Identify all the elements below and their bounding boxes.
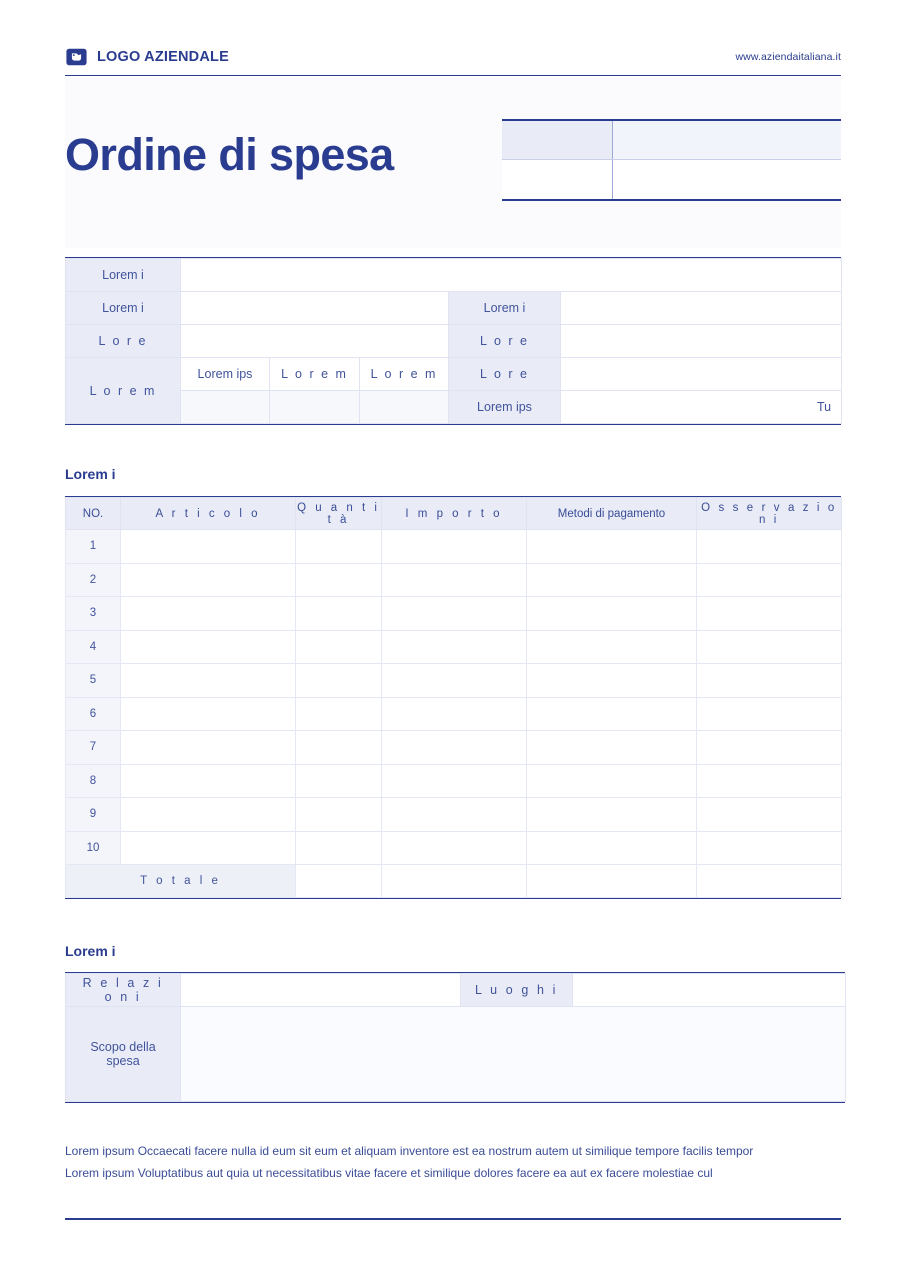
row-number: 1 [66,530,121,564]
cell-quantity[interactable] [296,563,382,597]
website-url: www.aziendaitaliana.it [735,50,841,63]
logo-text: LOGO AZIENDALE [97,48,229,65]
cell-article[interactable] [121,597,296,631]
cell-amount[interactable] [382,630,527,664]
table-row [66,630,842,664]
table-row [66,731,842,765]
row-number: 9 [66,798,121,832]
table-row [66,974,846,1007]
info-label-3: L o r e [66,325,181,358]
cell-remarks[interactable] [697,530,842,564]
cell-remarks[interactable] [697,798,842,832]
total-quantity[interactable] [296,865,382,898]
section-title-items: Lorem i [65,466,116,482]
col-remarks: O s s e r v a z i o n i [697,498,842,530]
cell-quantity[interactable] [296,731,382,765]
cell-payment[interactable] [527,530,697,564]
row-number: 3 [66,597,121,631]
row-number: 5 [66,664,121,698]
row-number: 7 [66,731,121,765]
info-value-r2[interactable] [561,325,842,358]
info-subhead-3: L o r e m [360,358,449,391]
cell-payment[interactable] [527,731,697,765]
total-payment[interactable] [527,865,697,898]
table-row [66,259,842,292]
info-subvalue-1[interactable] [181,391,270,424]
cell-remarks[interactable] [697,563,842,597]
table-row [66,325,842,358]
info-label-r2: L o r e [449,325,561,358]
cell-article[interactable] [121,831,296,865]
info-table [65,257,841,425]
label-places: L u o g h i [461,974,573,1007]
cell-remarks[interactable] [697,697,842,731]
meta-box [502,119,841,201]
cell-amount[interactable] [382,697,527,731]
cell-payment[interactable] [527,563,697,597]
info-label-r1: Lorem i [449,292,561,325]
table-row [66,391,842,424]
cell-payment[interactable] [527,798,697,832]
meta-cell-value[interactable] [613,121,841,159]
col-article: A r t i c o l o [121,498,296,530]
total-remarks[interactable] [697,865,842,898]
info-subhead-2: L o r e m [270,358,360,391]
meta-cell-label[interactable] [502,160,613,199]
cell-amount[interactable] [382,563,527,597]
footer-line-2: Lorem ipsum Voluptatibus aut quia ut necessitatibus vitae facere et similique dolores facere ea aut ex facere molestiae cul [65,1166,713,1181]
table-row [66,358,842,391]
items-total-row [66,865,842,898]
info-value-r1[interactable] [561,292,842,325]
cell-amount[interactable] [382,764,527,798]
table-row [66,530,842,564]
items-header-row [66,498,842,530]
cell-quantity[interactable] [296,764,382,798]
notes-table [65,972,845,1103]
info-value-r4[interactable]: Tu [561,391,842,424]
bird-logo-icon [65,46,88,68]
cell-payment[interactable] [527,630,697,664]
info-subvalue-2[interactable] [270,391,360,424]
page-title: Ordine di spesa [65,129,394,180]
cell-remarks[interactable] [697,664,842,698]
cell-article[interactable] [121,697,296,731]
value-purpose[interactable] [181,1007,846,1102]
cell-amount[interactable] [382,731,527,765]
cell-remarks[interactable] [697,731,842,765]
footer-text [65,1140,845,1184]
cell-quantity[interactable] [296,697,382,731]
table-row [66,1007,846,1102]
row-number: 10 [66,831,121,865]
cell-amount[interactable] [382,597,527,631]
meta-cell-value[interactable] [613,160,841,199]
row-number: 8 [66,764,121,798]
cell-quantity[interactable] [296,530,382,564]
table-row [66,563,842,597]
value-places[interactable] [573,974,846,1007]
meta-row [502,121,841,160]
info-value-2[interactable] [181,292,449,325]
page-header [65,38,841,76]
footer-line-1: Lorem ipsum Occaecati facere nulla id eum sit eum et aliquam inventore est ea nostrum autem ut similique tempore facilis tempor [65,1144,754,1158]
info-label-2: Lorem i [66,292,181,325]
total-amount[interactable] [382,865,527,898]
cell-quantity[interactable] [296,664,382,698]
cell-amount[interactable] [382,831,527,865]
footer-divider [65,1218,841,1220]
row-number: 4 [66,630,121,664]
cell-remarks[interactable] [697,630,842,664]
info-label-r4: Lorem ips [449,391,561,424]
meta-cell-label[interactable] [502,121,613,159]
table-row [66,764,842,798]
cell-amount[interactable] [382,798,527,832]
value-relations[interactable] [181,974,461,1007]
info-label-1: Lorem i [66,259,181,292]
table-row [66,798,842,832]
info-label-r3: L o r e [449,358,561,391]
section-title-notes: Lorem i [65,943,116,959]
cell-quantity[interactable] [296,630,382,664]
table-row [66,697,842,731]
cell-payment[interactable] [527,697,697,731]
total-label: T o t a l e [66,865,296,898]
items-table [65,496,841,899]
info-subhead-1: Lorem ips [181,358,270,391]
info-value-1[interactable] [181,259,842,292]
cell-quantity[interactable] [296,831,382,865]
info-value-r3[interactable] [561,358,842,391]
col-payment-methods: Metodi di pagamento [527,498,697,530]
cell-article[interactable] [121,563,296,597]
logo-block [65,46,229,68]
col-amount: I m p o r t o [382,498,527,530]
cell-article[interactable] [121,664,296,698]
cell-amount[interactable] [382,530,527,564]
cell-article[interactable] [121,798,296,832]
info-subvalue-3[interactable] [360,391,449,424]
cell-payment[interactable] [527,831,697,865]
info-label-4: L o r e m [66,358,181,424]
table-row [66,292,842,325]
table-row [66,831,842,865]
cell-payment[interactable] [527,664,697,698]
col-quantity: Q u a n t i t à [296,498,382,530]
cell-amount[interactable] [382,664,527,698]
cell-remarks[interactable] [697,764,842,798]
cell-remarks[interactable] [697,597,842,631]
label-relations: R e l a z i o n i [66,974,181,1007]
cell-remarks[interactable] [697,831,842,865]
cell-quantity[interactable] [296,597,382,631]
cell-article[interactable] [121,731,296,765]
meta-row [502,160,841,199]
cell-article[interactable] [121,764,296,798]
cell-article[interactable] [121,530,296,564]
row-number: 2 [66,563,121,597]
cell-article[interactable] [121,630,296,664]
row-number: 6 [66,697,121,731]
cell-payment[interactable] [527,597,697,631]
info-value-3[interactable] [181,325,449,358]
label-purpose: Scopo della spesa [66,1007,181,1102]
table-row [66,597,842,631]
cell-payment[interactable] [527,764,697,798]
col-no: NO. [66,498,121,530]
cell-quantity[interactable] [296,798,382,832]
table-row [66,664,842,698]
